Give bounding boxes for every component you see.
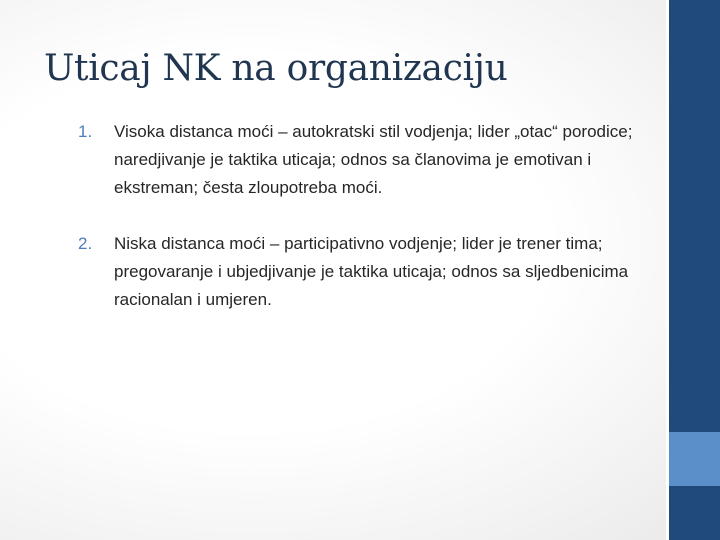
list-item-text: Niska distanca moći – participativno vodjenje; lider je trener tima; pregovaranje i ubjedjivanje je taktika uticaja; odnos sa sljedbenicima racionalan i umjeren. <box>114 234 629 309</box>
decorative-side-bar <box>666 0 720 540</box>
list-item-1 <box>78 118 638 202</box>
list-item-text: Visoka distanca moći – autokratski stil vodjenja; lider „otac“ porodice; naredjivanje je taktika uticaja; odnos sa članovima je emotivan i ekstreman; česta zloupotreba moći. <box>114 122 633 197</box>
content-list <box>78 118 638 314</box>
list-item-number: 2. <box>78 234 93 253</box>
list-item-2 <box>78 230 638 314</box>
list-item-number: 1. <box>78 122 93 141</box>
side-bar-accent-block <box>669 432 720 486</box>
slide-title: Uticaj NK na organizaciju <box>44 48 508 89</box>
